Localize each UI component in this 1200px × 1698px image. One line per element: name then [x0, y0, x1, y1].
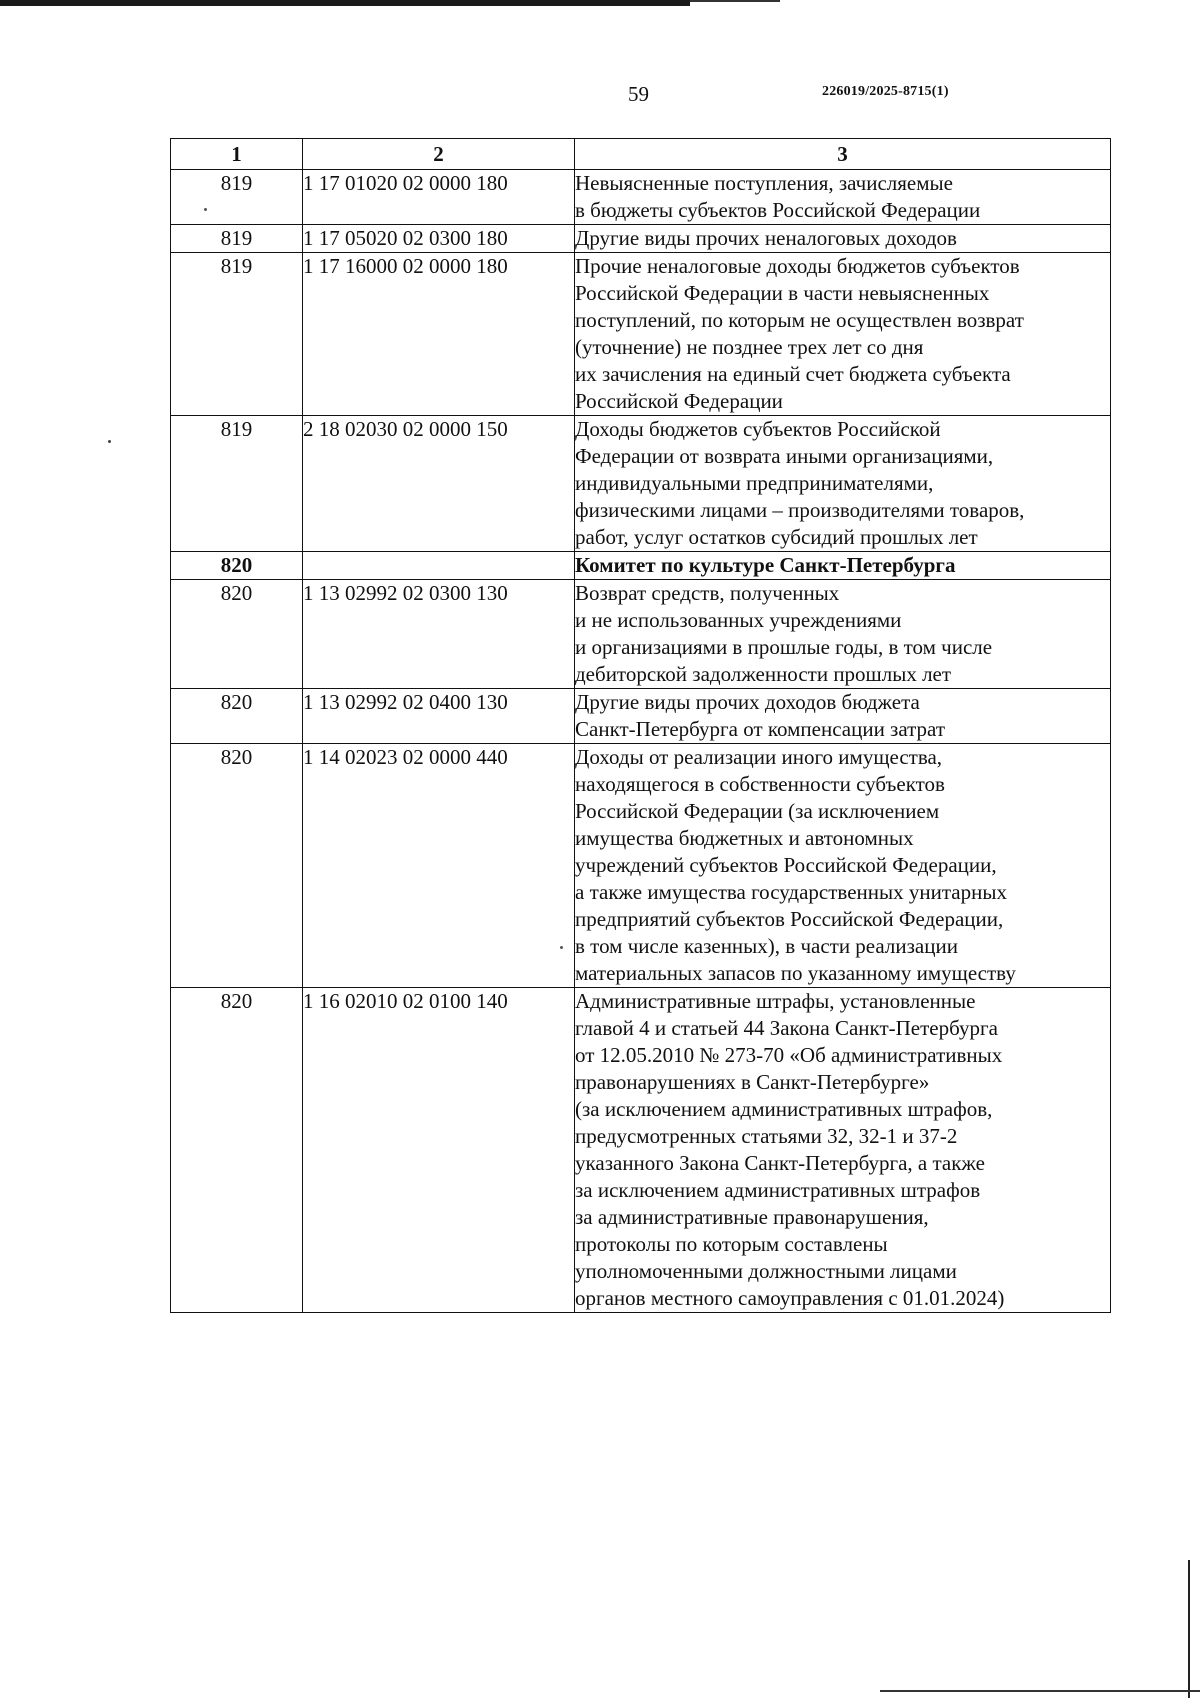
description-line: Российской Федерации (за исключением: [575, 799, 940, 823]
scan-artifact-top-bar: [0, 0, 690, 6]
description-line: и организациями в прошлые годы, в том числе: [575, 635, 993, 659]
description-line: органов местного самоуправления с 01.01.2024): [575, 1286, 1005, 1310]
column-header-3: 3: [575, 139, 1111, 170]
revenue-code-cell: 1 16 02010 02 0100 140: [303, 988, 575, 1313]
scan-artifact-dot: [108, 440, 111, 443]
description-line: поступлений, по которым не осуществлен возврат: [575, 308, 1024, 332]
description-line: предусмотренных статьями 32, 32-1 и 37-2: [575, 1124, 958, 1148]
description-cell: [575, 988, 1111, 1313]
admin-code-cell: 819: [171, 416, 303, 552]
description-line: их зачисления на единый счет бюджета субъекта: [575, 362, 1011, 386]
admin-code-cell: 820: [171, 580, 303, 689]
description-line: Возврат средств, полученных: [575, 581, 840, 605]
description-line: в бюджеты субъектов Российской Федерации: [575, 198, 981, 222]
revenue-code-cell: 2 18 02030 02 0000 150: [303, 416, 575, 552]
description-line: указанного Закона Санкт-Петербурга, а также: [575, 1151, 985, 1175]
admin-code-cell: 820: [171, 689, 303, 744]
description-line: (уточнение) не позднее трех лет со дня: [575, 335, 924, 359]
description-line: Российской Федерации: [575, 389, 783, 413]
description-line: уполномоченными должностными лицами: [575, 1259, 957, 1283]
description-line: учреждений субъектов Российской Федерации,: [575, 853, 997, 877]
description-line: Невыясненные поступления, зачисляемые: [575, 171, 953, 195]
admin-code-cell: 819: [171, 253, 303, 416]
table-row: [171, 552, 1111, 580]
description-line: Административные штрафы, установленные: [575, 989, 976, 1013]
description-line: Федерации от возврата иными организациями,: [575, 444, 994, 468]
table-row: [171, 689, 1111, 744]
description-line: Доходы бюджетов субъектов Российской: [575, 417, 941, 441]
admin-code-cell: 820: [171, 552, 303, 580]
description-cell: [575, 689, 1111, 744]
table-row: [171, 225, 1111, 253]
description-line: дебиторской задолженности прошлых лет: [575, 662, 952, 686]
revenue-code-cell: 1 17 05020 02 0300 180: [303, 225, 575, 253]
scan-artifact-bottom-edge: [880, 1690, 1200, 1692]
description-line: работ, услуг остатков субсидий прошлых лет: [575, 525, 978, 549]
description-cell: [575, 225, 1111, 253]
table-body: [171, 170, 1111, 1313]
document-id: 226019/2025-8715(1): [822, 84, 949, 99]
revenue-code-cell: 1 17 16000 02 0000 180: [303, 253, 575, 416]
description-line: Доходы от реализации иного имущества,: [575, 745, 943, 769]
description-cell: [575, 580, 1111, 689]
scan-artifact-right-edge: [1188, 1560, 1190, 1698]
description-line: Санкт-Петербурга от компенсации затрат: [575, 717, 946, 741]
description-line: Прочие неналоговые доходы бюджетов субъектов: [575, 254, 1020, 278]
description-cell: [575, 170, 1111, 225]
admin-code-cell: 820: [171, 988, 303, 1313]
table-row: [171, 170, 1111, 225]
description-cell: [575, 744, 1111, 988]
description-line: от 12.05.2010 № 273-70 «Об административных: [575, 1043, 1003, 1067]
revenue-code-cell: 1 17 01020 02 0000 180: [303, 170, 575, 225]
description-line: протоколы по которым составлены: [575, 1232, 888, 1256]
description-line: за административные правонарушения,: [575, 1205, 929, 1229]
description-cell: [575, 416, 1111, 552]
table-row: [171, 988, 1111, 1313]
admin-code-cell: 820: [171, 744, 303, 988]
description-line: физическими лицами – производителями товаров,: [575, 498, 1025, 522]
column-header-1: 1: [171, 139, 303, 170]
admin-code-cell: 819: [171, 170, 303, 225]
table-row: [171, 580, 1111, 689]
table-row: [171, 253, 1111, 416]
revenue-codes-table: [170, 138, 1111, 1313]
description-line: находящегося в собственности субъектов: [575, 772, 945, 796]
description-line: в том числе казенных), в части реализации: [575, 934, 958, 958]
description-line: Российской Федерации в части невыясненных: [575, 281, 990, 305]
description-line: и не использованных учреждениями: [575, 608, 902, 632]
revenue-code-cell: 1 14 02023 02 0000 440: [303, 744, 575, 988]
table-row: [171, 416, 1111, 552]
description-cell: [575, 253, 1111, 416]
page-number: 59: [628, 82, 649, 106]
table-row: [171, 744, 1111, 988]
description-line: правонарушениях в Санкт-Петербурге»: [575, 1070, 930, 1094]
description-line: за исключением административных штрафов: [575, 1178, 981, 1202]
table-header-row: [171, 139, 1111, 170]
description-cell: [575, 552, 1111, 580]
description-line: главой 4 и статьей 44 Закона Санкт-Петербурга: [575, 1016, 998, 1040]
description-line: а также имущества государственных унитарных: [575, 880, 1007, 904]
revenue-code-cell: 1 13 02992 02 0400 130: [303, 689, 575, 744]
description-line: имущества бюджетных и автономных: [575, 826, 914, 850]
description-line: (за исключением административных штрафов,: [575, 1097, 993, 1121]
description-line: материальных запасов по указанному имуществу: [575, 961, 1016, 985]
description-line: Другие виды прочих неналоговых доходов: [575, 226, 957, 250]
column-header-2: 2: [303, 139, 575, 170]
revenue-code-cell: [303, 552, 575, 580]
scan-artifact-top-line: [690, 0, 780, 2]
description-line: Комитет по культуре Санкт-Петербурга: [575, 553, 956, 577]
revenue-code-cell: 1 13 02992 02 0300 130: [303, 580, 575, 689]
description-line: индивидуальными предпринимателями,: [575, 471, 934, 495]
description-line: предприятий субъектов Российской Федерации,: [575, 907, 1004, 931]
admin-code-cell: 819: [171, 225, 303, 253]
description-line: Другие виды прочих доходов бюджета: [575, 690, 920, 714]
